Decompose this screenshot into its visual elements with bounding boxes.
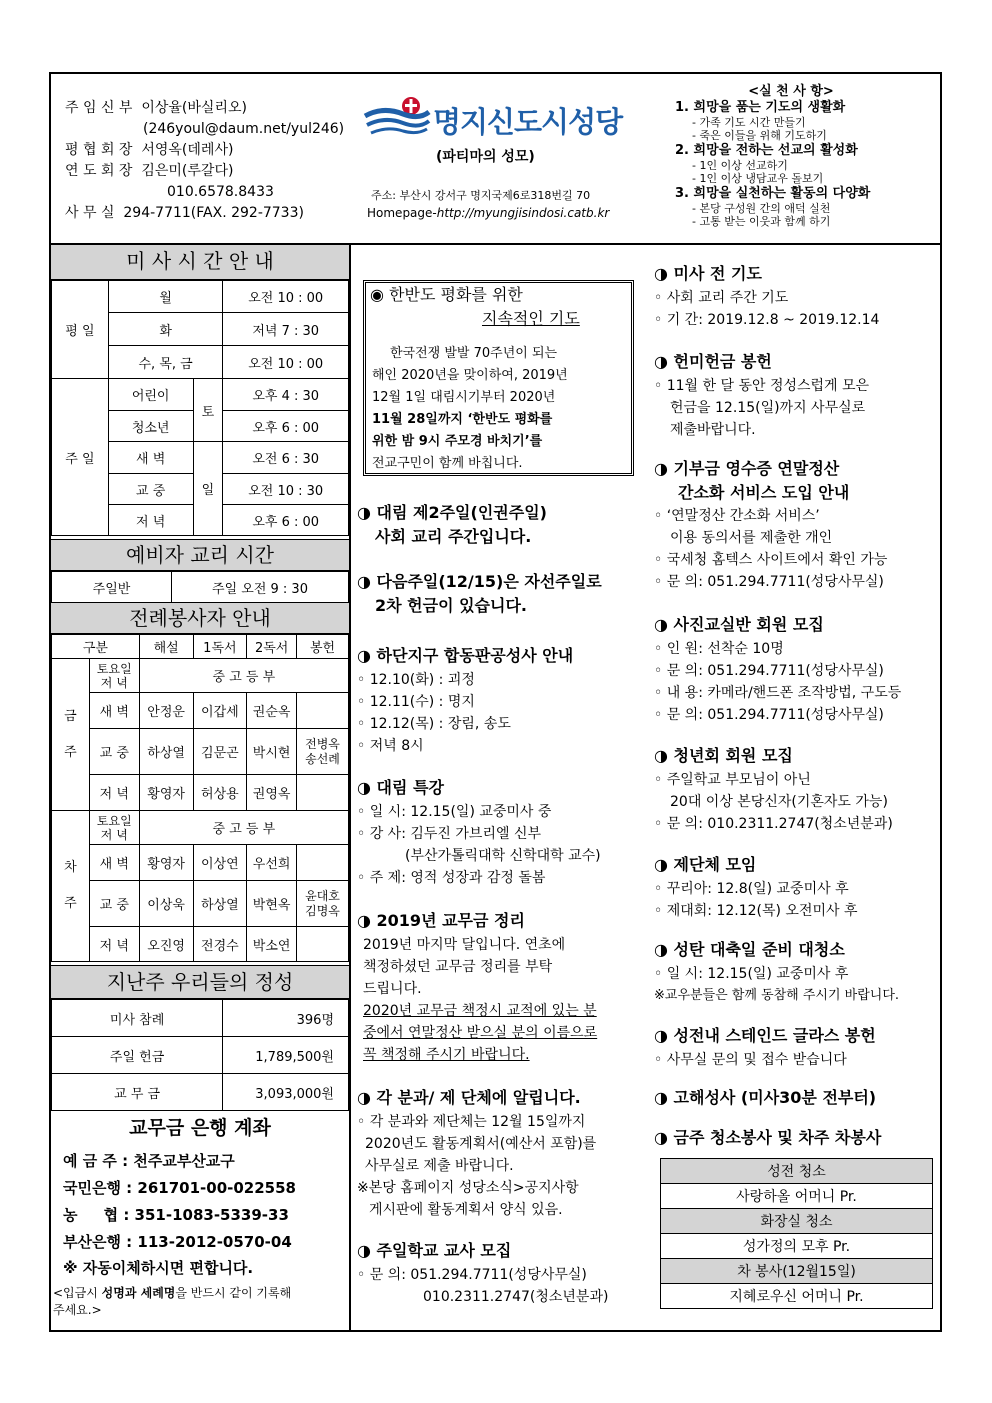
- server-reader1: 허상용: [193, 775, 247, 811]
- server-commentator: 하상열: [139, 729, 193, 775]
- groups-item: ◦ 각 분과와 제단체는 12월 15일까지: [357, 1114, 586, 1130]
- server-mass: 저 녁: [89, 775, 139, 811]
- dues-body: 2019년 마지막 달입니다. 연초에: [363, 937, 566, 953]
- mass-time: 오후 6 : 00: [223, 505, 349, 536]
- receipt-item: 이용 동의서를 제출한 개인: [670, 530, 833, 546]
- youth-item: ◦ 주일학교 부모님이 아닌: [654, 772, 811, 788]
- practice-item: 3. 희망을 실천하는 활동의 다양화: [675, 186, 871, 201]
- offering-table: [51, 999, 349, 1111]
- server-reader2: 우선희: [247, 845, 297, 881]
- peace-title: ◉ 한반도 평화를 위한: [370, 285, 523, 304]
- lecture-item: (부산가톨릭대학 신학대학 교수): [405, 848, 601, 864]
- server-reader2: 박소연: [247, 927, 297, 962]
- server-reader2: 권영옥: [247, 775, 297, 811]
- staff-row: [65, 98, 355, 119]
- bank-note: [53, 1285, 349, 1319]
- bank-list: [63, 1148, 349, 1280]
- server-commentator: 이상욱: [139, 881, 193, 927]
- staff-name: 294-7711(FAX. 292-7733): [123, 205, 304, 221]
- practice-sub: - 고통 받는 이웃과 함께 하기: [692, 215, 831, 228]
- photo-notice: [654, 612, 901, 726]
- volunteer-title: ◑ 금주 청소봉사 및 차주 차봉사: [654, 1128, 882, 1147]
- groups-item: 사무실로 제출 바랍니다.: [365, 1158, 514, 1174]
- servers-header: 봉헌: [297, 635, 349, 659]
- server-offering: 전병옥 송선례: [297, 729, 349, 775]
- offering-label: 교 무 금: [52, 1074, 223, 1111]
- bank-line: 농 협 : 351-1083-5339-33: [63, 1206, 289, 1224]
- practice-panel: [675, 80, 937, 228]
- offering-value: 3,093,000원: [223, 1074, 349, 1111]
- peace-body: 한국전쟁 발발 70주년이 되는: [390, 346, 558, 361]
- cleaning-item: ◦ 일 시: 12.15(일) 교중미사 후: [654, 966, 849, 982]
- offering-title: 지난주 우리들의 정성: [51, 965, 349, 999]
- advent-sub: 사회 교리 주간입니다.: [375, 527, 532, 546]
- mass-day: 화: [108, 313, 223, 346]
- peace-box: [363, 280, 634, 476]
- staff-name: 서영옥(데레사): [141, 142, 234, 158]
- lecture-item: ◦ 주 제: 영적 성장과 감정 돌봄: [357, 870, 546, 886]
- lecture-notice: [357, 775, 601, 889]
- server-mass: 교 중: [89, 881, 139, 927]
- dues-notice: [357, 908, 597, 1066]
- volunteer-cell: 사랑하올 어머니 Pr.: [661, 1184, 933, 1209]
- server-reader2: 권순옥: [247, 693, 297, 729]
- bulletin-frame: [49, 72, 942, 1332]
- server-commentator: 황영자: [139, 775, 193, 811]
- receipt-item: ◦ ‘연말정산 간소화 서비스’: [654, 508, 820, 524]
- youth-item: 20대 이상 본당신자(기혼자도 가능): [670, 794, 888, 810]
- server-reader2: 박시현: [247, 729, 297, 775]
- offering-label: 미사 참례: [52, 1000, 223, 1037]
- confession-time: [654, 1085, 876, 1111]
- server-mass: 새 벽: [89, 693, 139, 729]
- church-address: 주소: 부산시 강서구 명지국제6로318번길 70: [371, 189, 591, 202]
- volunteer-head: 차 봉사(12월15일): [661, 1259, 933, 1284]
- bank-note-text: <입금시: [53, 1286, 102, 1300]
- right-column: [648, 245, 940, 1330]
- peace-subtitle: 지속적인 기도: [482, 309, 580, 328]
- servers-header: 해설: [139, 635, 193, 659]
- receipt-title: ◑ 기부금 영수증 연말정산: [654, 459, 840, 478]
- practice-sub: - 본당 구성원 간의 애덕 실천: [692, 202, 831, 215]
- left-column: [51, 245, 351, 1330]
- photo-item: ◦ 내 용: 카메라/핸드폰 조작방법, 구도등: [654, 685, 902, 701]
- sun-label: 일: [193, 442, 223, 536]
- donation-item: 헌금을 12.15(일)까지 사무실로: [670, 400, 866, 416]
- dues-body: 드립니다.: [363, 981, 422, 997]
- server-offering: 윤대호 김명옥: [297, 881, 349, 927]
- volunteer-head: 성전 청소: [661, 1159, 933, 1184]
- confession-item: ◦ 12.12(목) : 장림, 송도: [357, 716, 511, 732]
- this-week-label: 금 주: [52, 659, 90, 811]
- charity-notice: [357, 570, 602, 618]
- practice-sub: - 1인 이상 냉담교우 돌보기: [692, 172, 824, 185]
- staff-role: 사 무 실: [65, 205, 115, 221]
- donation-notice: [654, 349, 869, 441]
- confession-time-title: ◑ 고해성사 (미사30분 전부터): [654, 1088, 877, 1107]
- charity-title: ◑ 다음주일(12/15)은 자선주일로: [357, 572, 602, 591]
- groups-item: ※본당 홈페이지 성당소식>공지사항: [357, 1180, 579, 1196]
- confession-notice: [357, 643, 573, 757]
- practice-sub: - 1인 이상 선교하기: [692, 159, 788, 172]
- mass-day: 수, 목, 금: [108, 346, 223, 379]
- groups-item: 2020년도 활동계획서(예산서 포함)를: [365, 1136, 597, 1152]
- youth-notice: [654, 743, 893, 835]
- staff-role: 연 도 회 장: [65, 163, 133, 179]
- church-name: 명지신도시성당: [433, 105, 623, 139]
- prayer-item: ◦ 사회 교리 주간 기도: [654, 290, 789, 306]
- servers-header: 구분: [52, 635, 140, 659]
- staff-row: [65, 119, 355, 140]
- cleaning-item: ※교우분들은 함께 동참해 주시기 바랍니다.: [654, 988, 900, 1003]
- groups-title: ◑ 각 분과/ 제 단체에 알립니다.: [357, 1088, 581, 1107]
- advent-notice: [357, 501, 547, 549]
- staff-list: [65, 98, 355, 224]
- bank-line: 예 금 주 : 천주교부산교구: [63, 1152, 235, 1170]
- catechumen-title: 예비자 교리 시간: [51, 539, 349, 571]
- meeting-title: ◑ 제단체 모임: [654, 855, 757, 874]
- meeting-item: ◦ 제대회: 12.12(목) 오전미사 후: [654, 903, 858, 919]
- photo-item: ◦ 문 의: 051.294.7711(성당사무실): [654, 663, 884, 679]
- glass-item: ◦ 사무실 문의 및 접수 받습니다: [654, 1052, 847, 1068]
- cleaning-title: ◑ 성탄 대축일 준비 대청소: [654, 940, 845, 959]
- server-offering: [297, 927, 349, 962]
- peace-body: 위한 밤 9시 주모경 바치기’를: [372, 434, 543, 449]
- server-reader1: 이갑세: [193, 693, 247, 729]
- prayer-item: ◦ 기 간: 2019.12.8 ~ 2019.12.14: [654, 312, 880, 328]
- homepage-link[interactable]: http://myungjisindosi.catb.kr: [436, 206, 610, 220]
- sunday-label: 주 일: [52, 379, 109, 536]
- lecture-item: ◦ 강 사: 김두진 가브리엘 신부: [357, 826, 541, 842]
- homepage-label: Homepage-: [367, 206, 437, 220]
- groups-notice: [357, 1085, 596, 1221]
- bank-line: 부산은행 : 113-2012-0570-04: [63, 1233, 292, 1251]
- server-mass: 교 중: [89, 729, 139, 775]
- bank-note-text: 주세요.>: [53, 1303, 102, 1317]
- staff-name: 이상율(바실리오): [141, 100, 247, 116]
- server-merged: 중 고 등 부: [139, 659, 348, 693]
- mass-time: 저녁 7 : 30: [223, 313, 349, 346]
- staff-row: [65, 161, 355, 182]
- volunteer-cell: 지혜로우신 어머니 Pr.: [661, 1284, 933, 1309]
- volunteer-table: [660, 1158, 933, 1309]
- donation-item: ◦ 11월 한 달 동안 정성스럽게 모은: [654, 378, 870, 394]
- server-reader1: 김문곤: [193, 729, 247, 775]
- mass-time: 오전 10 : 00: [223, 281, 349, 313]
- server-commentator: 안정운: [139, 693, 193, 729]
- glass-title: ◑ 성전내 스테인드 글라스 봉헌: [654, 1026, 876, 1045]
- lecture-item: ◦ 일 시: 12.15(일) 교중미사 중: [357, 804, 552, 820]
- mass-name: 청소년: [108, 411, 193, 442]
- catechumen-time: 주일 오전 9 : 30: [172, 572, 349, 603]
- practice-item: 1. 희망을 품는 기도의 생활화: [675, 100, 846, 115]
- bank-line: 국민은행 : 261701-00-022558: [63, 1179, 296, 1197]
- bank-note-bold: 성명과 세례명: [101, 1286, 176, 1300]
- teacher-title: ◑ 주일학교 교사 모집: [357, 1241, 512, 1260]
- staff-row: [65, 182, 355, 203]
- prayer-title: ◑ 미사 전 기도: [654, 264, 762, 283]
- server-offering: [297, 845, 349, 881]
- servers-header: 2독서: [247, 635, 297, 659]
- staff-role: 평 협 회 장: [65, 142, 133, 158]
- confession-item: ◦ 12.10(화) : 괴정: [357, 672, 475, 688]
- donation-title: ◑ 헌미헌금 봉헌: [654, 352, 772, 371]
- meeting-item: ◦ 꾸리아: 12.8(일) 교중미사 후: [654, 881, 849, 897]
- server-mass: 저 녁: [89, 927, 139, 962]
- cleaning-notice: [654, 937, 899, 1007]
- server-offering: [297, 775, 349, 811]
- server-mass: 토요일 저 녁: [89, 659, 139, 693]
- confession-item: ◦ 저녁 8시: [357, 738, 424, 754]
- teacher-item: 010.2311.2747(청소년분과): [423, 1289, 609, 1305]
- church-patron: (파티마의 성모): [436, 149, 535, 165]
- volunteer-notice: [654, 1125, 881, 1151]
- mass-time: 오전 6 : 30: [223, 442, 349, 474]
- servers-title: 전례봉사자 안내: [51, 602, 349, 634]
- volunteer-head: 화장실 청소: [661, 1209, 933, 1234]
- peace-body: 12월 1일 대림시기부터 2020년: [372, 390, 556, 405]
- glass-notice: [654, 1023, 876, 1071]
- mass-name: 교 중: [108, 474, 193, 505]
- volunteer-cell: 성가정의 모후 Pr.: [661, 1234, 933, 1259]
- bank-title: 교무금 은행 계좌: [129, 1117, 271, 1139]
- server-mass: 새 벽: [89, 845, 139, 881]
- server-commentator: 오진영: [139, 927, 193, 962]
- dues-title: ◑ 2019년 교무금 정리: [357, 911, 525, 930]
- staff-row: [65, 203, 355, 224]
- server-reader2: 박현옥: [247, 881, 297, 927]
- offering-value: 1,789,500원: [223, 1037, 349, 1074]
- catechumen-label: 주일반: [52, 572, 172, 603]
- servers-header: 1독서: [193, 635, 247, 659]
- dues-highlight: 꼭 책정해 주시기 바랍니다.: [363, 1047, 530, 1063]
- practice-title: <실 천 사 항>: [748, 84, 834, 99]
- servers-table: [51, 634, 349, 962]
- mass-name: 저 녁: [108, 505, 193, 536]
- peace-body: 해인 2020년을 맞이하여, 2019년: [372, 368, 568, 383]
- catechumen-table: [51, 571, 349, 603]
- confession-title: ◑ 하단지구 합동판공성사 안내: [357, 646, 574, 665]
- header: [51, 74, 940, 245]
- mass-name: 새 벽: [108, 442, 193, 474]
- practice-item: 2. 희망을 전하는 선교의 활성화: [675, 143, 858, 158]
- server-offering: [297, 693, 349, 729]
- dues-highlight: 중에서 연말정산 받으실 분의 이름으로: [363, 1025, 598, 1041]
- lecture-title: ◑ 대림 특강: [357, 778, 444, 797]
- receipt-item: ◦ 국세청 홈텍스 사이트에서 확인 가능: [654, 552, 888, 568]
- charity-sub: 2차 헌금이 있습니다.: [375, 596, 527, 615]
- groups-item: 게시판에 활동계획서 양식 있음.: [369, 1202, 563, 1218]
- staff-phone: 010.6578.8433: [167, 184, 274, 200]
- photo-title: ◑ 사진교실반 회원 모집: [654, 615, 824, 634]
- server-commentator: 황영자: [139, 845, 193, 881]
- dues-highlight: 2020년 교무금 책정시 교적에 있는 분: [363, 1003, 597, 1019]
- photo-item: ◦ 문 의: 051.294.7711(성당사무실): [654, 707, 884, 723]
- receipt-notice: [654, 457, 887, 593]
- mass-name: 어린이: [108, 379, 193, 411]
- peace-body: 전교구민이 함께 바칩니다.: [372, 456, 523, 471]
- mass-time: 오전 10 : 30: [223, 474, 349, 505]
- bank-note-text: 을 반드시 같이 기록해: [175, 1286, 292, 1300]
- next-week-label: 차 주: [52, 811, 90, 962]
- mass-title: 미 사 시 간 안 내: [51, 245, 349, 280]
- dues-body: 책정하셨던 교무금 정리를 부탁: [363, 959, 553, 975]
- youth-title: ◑ 청년회 회원 모집: [654, 746, 793, 765]
- mass-time: 오후 6 : 00: [223, 411, 349, 442]
- teacher-notice: [357, 1238, 608, 1308]
- homepage: [367, 206, 609, 220]
- staff-role: 주 임 신 부: [65, 100, 133, 116]
- offering-value: 396명: [223, 1000, 349, 1037]
- mass-day: 월: [108, 281, 223, 313]
- prayer-notice: [654, 261, 879, 331]
- advent-title: ◑ 대림 제2주일(인권주일): [357, 503, 547, 522]
- practice-sub: - 죽은 이들을 위해 기도하기: [692, 129, 827, 142]
- mass-time: 오전 10 : 00: [223, 346, 349, 379]
- sat-label: 토: [193, 379, 223, 442]
- confession-item: ◦ 12.11(수) : 명지: [357, 694, 475, 710]
- church-logo: [363, 96, 433, 142]
- receipt-item: ◦ 문 의: 051.294.7711(성당사무실): [654, 574, 884, 590]
- photo-item: ◦ 인 원: 선착순 10명: [654, 641, 784, 657]
- teacher-item: ◦ 문 의: 051.294.7711(성당사무실): [357, 1267, 587, 1283]
- receipt-subtitle: 간소화 서비스 도입 안내: [678, 483, 850, 502]
- staff-row: [65, 140, 355, 161]
- mass-time: 오후 4 : 30: [223, 379, 349, 411]
- server-reader1: 이상연: [193, 845, 247, 881]
- mass-table: [51, 280, 349, 536]
- practice-sub: - 가족 기도 시간 만들기: [692, 116, 806, 129]
- peace-body: 11월 28일까지 ‘한반도 평화를: [372, 412, 553, 427]
- staff-name: 김은미(루갈다): [141, 163, 234, 179]
- server-reader1: 전경수: [193, 927, 247, 962]
- middle-column: [351, 245, 648, 1330]
- bank-line: ※ 자동이체하시면 편합니다.: [63, 1259, 254, 1277]
- donation-item: 제출바랍니다.: [670, 422, 756, 438]
- youth-item: ◦ 문 의: 010.2311.2747(청소년분과): [654, 816, 893, 832]
- weekday-label: 평 일: [52, 281, 109, 379]
- server-mass: 토요일 저 녁: [89, 811, 139, 845]
- server-reader1: 하상열: [193, 881, 247, 927]
- offering-label: 주일 헌금: [52, 1037, 223, 1074]
- staff-email: (246youl@daum.net/yul246): [143, 121, 345, 137]
- server-merged: 중 고 등 부: [139, 811, 348, 845]
- church-logo-icon: [363, 96, 433, 138]
- meeting-notice: [654, 852, 858, 922]
